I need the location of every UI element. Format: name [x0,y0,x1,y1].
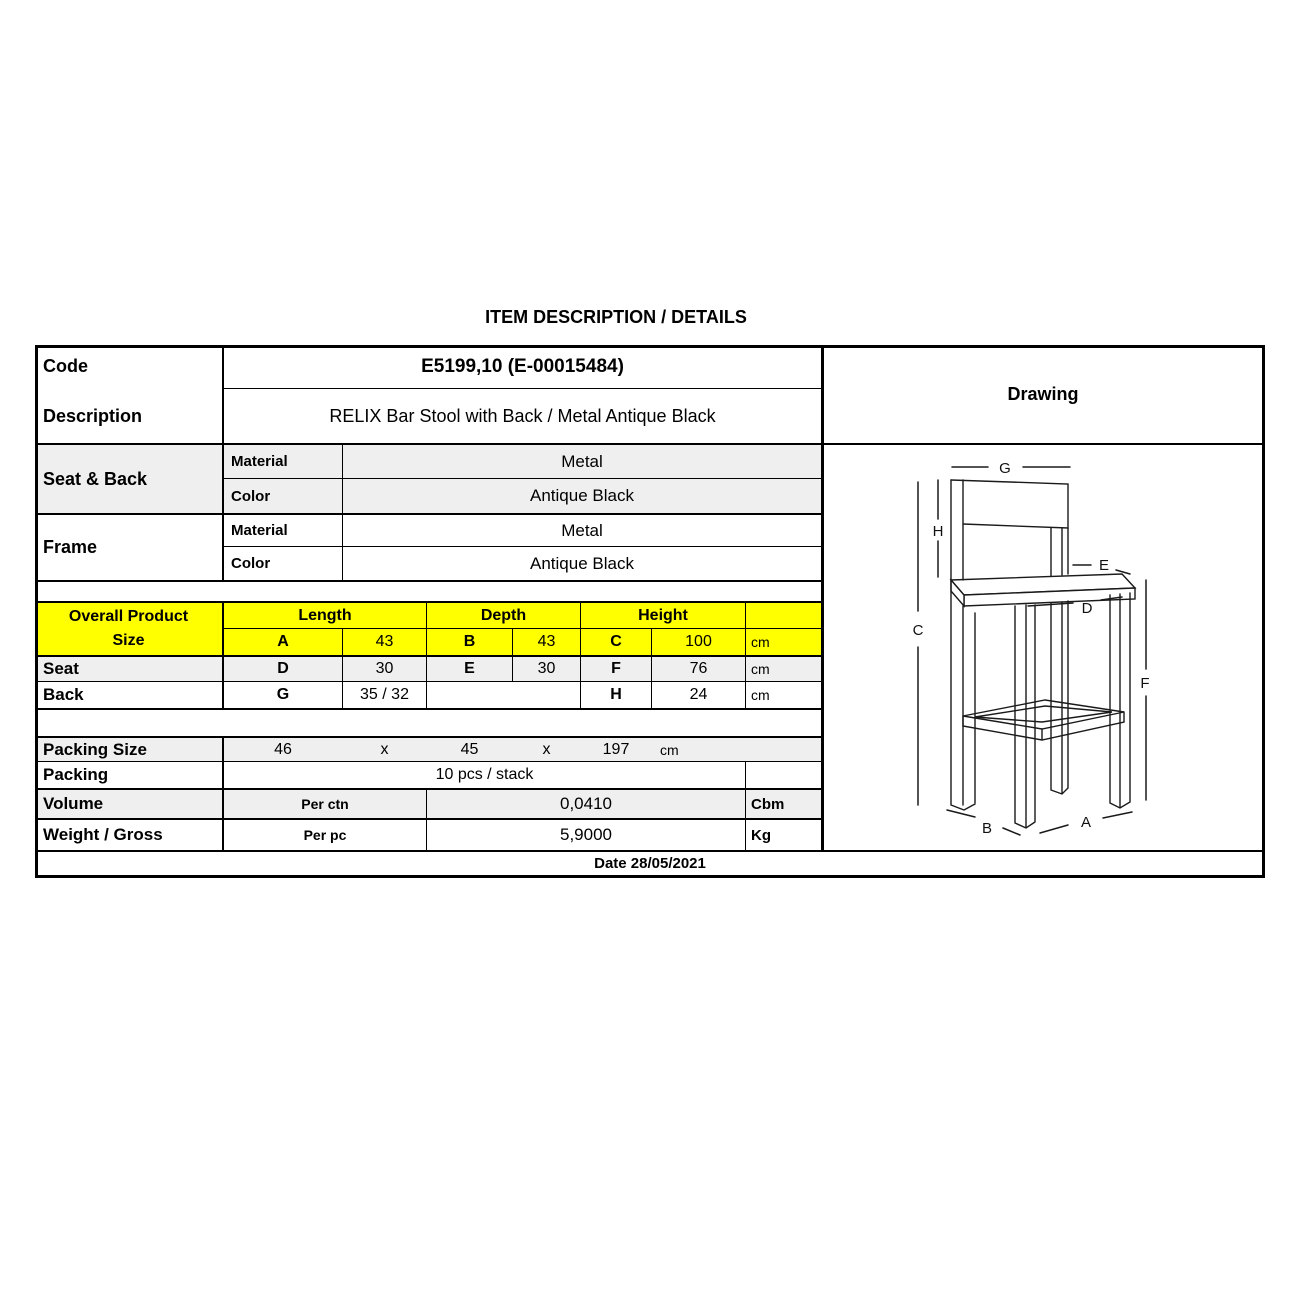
seatback-material-label: Material [231,453,288,470]
packing-size-unit: cm [660,741,679,758]
frame-label: Frame [43,537,98,557]
back-g-value: 35 / 32 [360,686,409,703]
packing-size-v2: 45 [460,740,479,758]
seat-row-label: Seat [43,659,79,678]
date-row [35,852,1265,875]
seatback-label: Seat & Back [43,468,148,489]
seat-f-value: 76 [689,660,708,677]
size-header-depth: Depth [480,606,527,624]
grid-line-h [35,875,1265,878]
frame-color-label: Color [231,555,271,572]
seat-d-key: D [277,660,289,677]
back-h-key: H [610,686,622,703]
overall-a-value: 43 [375,633,394,650]
seat-unit: cm [751,661,770,677]
weight-label: Weight / Gross [43,825,163,844]
dim-label-f: F [1140,675,1150,692]
rear-right-leg [1051,601,1068,794]
description-value: RELIX Bar Stool with Back / Metal Antique Black [329,405,716,426]
dim-label-b: B [981,820,993,837]
rear-left-leg [951,480,975,810]
footrest-band [963,712,1124,740]
frame-color-value: Antique Black [530,553,634,573]
dimension-lines [918,467,1146,835]
back-unit: cm [751,687,770,703]
overall-b-value: 43 [537,633,556,650]
packing-size-sep1: x [380,740,389,758]
dim-label-d: D [1081,600,1093,617]
code-value: E5199,10 (E-00015484) [421,355,624,377]
date-label: Date [594,855,627,872]
volume-per: Per ctn [301,796,349,812]
volume-unit: Cbm [751,795,785,813]
seatback-material-value: Metal [561,451,603,471]
overall-b-key: B [463,633,476,650]
grid-line-h [35,708,823,710]
packing-size-v3: 197 [602,740,630,758]
dim-label-h: H [932,523,944,540]
overall-size-label [35,603,222,655]
frame-material-value: Metal [561,520,603,540]
drawing-header: Drawing [1007,383,1079,404]
weight-unit: Kg [751,826,771,844]
backrest-panel [951,480,1068,528]
page-title: ITEM DESCRIPTION / DETAILS [485,306,747,327]
seat-e-value: 30 [537,660,556,677]
dim-label-a: A [1080,814,1092,831]
rear-right-post [1051,528,1068,576]
front-left-leg [1015,605,1035,828]
seatback-color-label: Color [231,487,271,505]
volume-value: 0,0410 [560,794,612,813]
seatback-color-value: Antique Black [530,486,634,505]
seat-f-key: F [611,660,621,677]
back-row-label: Back [43,685,84,704]
date-value: 28/05/2021 [630,855,706,872]
size-header-height: Height [638,606,688,624]
footrest-inner [975,706,1112,722]
back-g-key: G [276,686,290,703]
overall-a-key: A [277,633,289,650]
seat-e-key: E [464,660,475,677]
packing-size-v1: 46 [274,740,292,758]
description-label: Description [43,405,143,426]
overall-unit: cm [751,634,770,650]
front-right-leg [1110,593,1130,808]
packing-value: 10 pcs / stack [435,766,534,783]
overall-c-value: 100 [685,633,712,650]
weight-value: 5,9000 [560,825,612,844]
code-label: Code [43,356,88,376]
grid-line-h [35,580,823,582]
size-header-length: Length [298,606,352,624]
volume-label: Volume [43,794,104,813]
frame-material-label: Material [231,522,288,539]
packing-size-label: Packing Size [43,739,147,759]
stool-drawing [823,443,1265,850]
weight-per: Per pc [303,827,347,843]
seat-d-value: 30 [375,660,394,677]
overall-c-key: C [610,633,622,650]
dim-label-g: G [999,460,1011,477]
back-h-value: 24 [689,686,708,703]
packing-label: Packing [43,765,109,784]
dim-label-e: E [1098,557,1110,574]
dim-label-c: C [912,622,924,639]
packing-size-sep2: x [542,740,551,758]
overall-size-label-text: Overall Product Size [68,608,189,649]
